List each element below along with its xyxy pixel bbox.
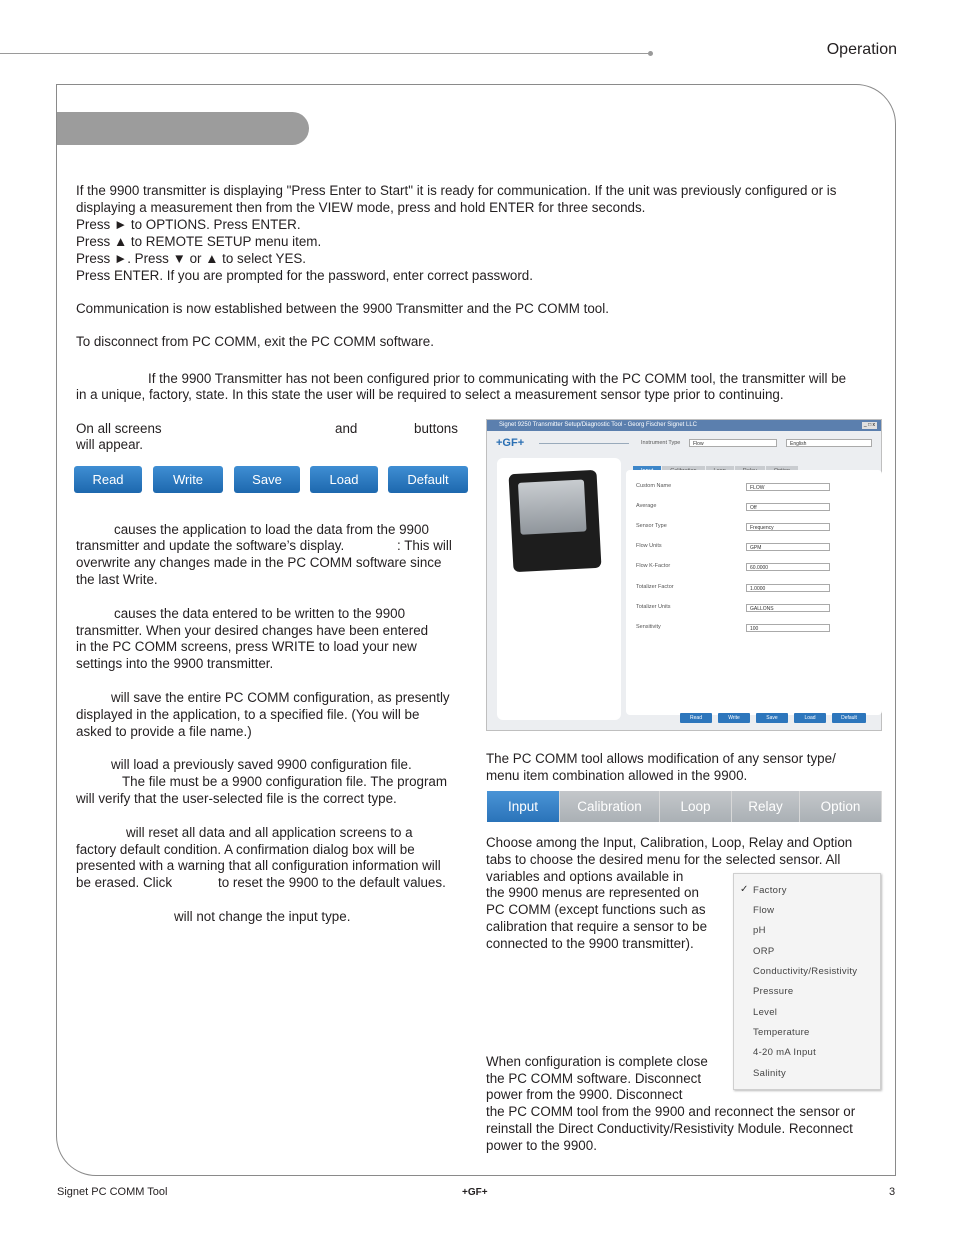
step-4: Press ENTER. If you are prompted for the password, enter correct password. [76,268,533,283]
header-rule-dot [648,51,653,56]
read-desc-2: transmitter and update the software’s display. [76,538,345,553]
menu-item-pressure[interactable]: Pressure [753,986,794,997]
close-text-1: When configuration is complete close [486,1054,708,1069]
menu-item-flow[interactable]: Flow [753,905,775,916]
field-input[interactable]: GPM [746,543,830,551]
choose-text-4: the 9900 menus are represented on [486,885,699,900]
menu-item-conductivity[interactable]: Conductivity/Resistivity [753,966,858,977]
default-desc-1: will reset all data and all application screens to a [126,825,413,840]
read-button[interactable]: Read [74,466,142,493]
settings-form [626,470,882,715]
choose-text-5: PC COMM (except functions such as [486,902,706,917]
footer-doc-title: Signet PC COMM Tool [57,1186,168,1198]
field-input[interactable]: FLOW [746,483,830,491]
menu-item-ph[interactable]: pH [753,925,766,936]
shot-read-button[interactable]: Read [680,713,712,723]
step-1: Press ► to OPTIONS. Press ENTER. [76,217,301,232]
tab-option[interactable]: Option [800,791,882,822]
logo-rule [539,443,629,444]
page-number: 3 [889,1186,896,1198]
shot-load-button[interactable]: Load [794,713,826,723]
default-button[interactable]: Default [388,466,468,493]
instrument-type-select[interactable]: Flow [689,439,777,447]
default-note: will not change the input type. [174,909,351,924]
tab-loop[interactable]: Loop [660,791,732,822]
default-desc-3: presented with a warning that all configuration information will [76,858,441,873]
menu-item-4-20ma[interactable]: 4-20 mA Input [753,1047,817,1058]
screens-text-b: and [335,421,358,436]
menu-item-salinity[interactable]: Salinity [753,1068,787,1079]
header-rule [0,53,650,54]
menu-item-orp[interactable]: ORP [753,946,775,957]
read-desc-4: overwrite any changes made in the PC COMM software since [76,555,442,570]
window-controls[interactable]: _ □ x [863,422,875,428]
shot-tab-bar [633,459,799,470]
default-desc-5: to reset the 9900 to the default values. [218,875,446,890]
shot-default-button[interactable]: Default [832,713,866,723]
field-input[interactable]: 100 [746,624,830,632]
field-label: Flow K-Factor [636,563,671,569]
field-label: Average [636,503,657,509]
menu-item-factory[interactable]: Factory [753,885,787,896]
step-3: Press ►. Press ▼ or ▲ to select YES. [76,251,307,266]
field-label: Totalizer Factor [636,584,674,590]
mod-text-2: menu item combination allowed in the 9900. [486,768,748,783]
read-desc-1: causes the application to load the data from the 9900 [114,522,429,537]
write-desc-2: transmitter. When your desired changes have been entered [76,623,429,638]
field-input[interactable]: Frequency [746,523,830,531]
software-screenshot [486,419,882,731]
transmitter-device-image [508,470,601,572]
field-input[interactable]: 1.0000 [746,584,830,592]
screens-text-c: buttons [414,421,458,436]
choose-text-1: Choose among the Input, Calibration, Loop, Relay and Option [486,835,853,850]
language-select[interactable]: English [786,439,872,447]
action-button-row [74,466,468,493]
device-image-panel [497,458,621,720]
load-desc-3: will verify that the user-selected file is the correct type. [76,791,397,806]
field-input[interactable]: Off [746,503,830,511]
field-label: Flow Units [636,543,662,549]
field-input[interactable]: 60.0000 [746,563,830,571]
close-text-2: the PC COMM software. Disconnect [486,1071,702,1086]
write-desc-1: causes the data entered to be written to the 9900 [114,606,406,621]
write-desc-4: settings into the 9900 transmitter. [76,656,274,671]
load-desc-1: will load a previously saved 9900 configuration file. [111,757,412,772]
intro-block [76,182,884,284]
read-desc-5: the last Write. [76,572,158,587]
shot-write-button[interactable]: Write [718,713,750,723]
factory-note-line2: in a unique, factory, state. In this state the user will be required to select a measurement sensor type prior to continuing. [76,387,784,402]
gf-logo: +GF+ [496,437,525,449]
choose-text-3: variables and options available in [486,869,684,884]
field-label: Sensitivity [636,624,661,630]
menu-item-level[interactable]: Level [753,1007,778,1018]
read-desc-3: : This will [397,538,452,553]
shot-save-button[interactable]: Save [756,713,788,723]
close-text-3: power from the 9900. Disconnect [486,1087,683,1102]
write-button[interactable]: Write [153,466,223,493]
instrument-type-label: Instrument Type [641,440,681,446]
tab-relay[interactable]: Relay [732,791,800,822]
close-text-4: the PC COMM tool from the 9900 and reconnect the sensor or [486,1104,856,1119]
choose-text-7: connected to the 9900 transmitter). [486,936,694,951]
menu-item-temperature[interactable]: Temperature [753,1027,810,1038]
comm-established: Communication is now established between the 9900 Transmitter and the PC COMM tool. [76,301,609,316]
mod-text-1: The PC COMM tool allows modification of any sensor type/ [486,751,836,766]
tab-calibration[interactable]: Calibration [560,791,660,822]
tab-input[interactable]: Input [487,791,560,822]
check-icon: ✓ [740,884,749,895]
menu-tab-bar [487,791,882,822]
field-label: Totalizer Units [636,604,671,610]
default-desc-4: be erased. Click [76,875,173,890]
load-button[interactable]: Load [310,466,378,493]
factory-note-line1: If the 9900 Transmitter has not been configured prior to communicating with the PC COMM tool, the transmitter will be [148,371,847,386]
field-label: Sensor Type [636,523,667,529]
close-text-6: power to the 9900. [486,1138,597,1153]
section-title: Operation [826,41,897,58]
save-button[interactable]: Save [234,466,300,493]
write-desc-3: in the PC COMM screens, press WRITE to load your new [76,639,417,654]
field-input[interactable]: GALLONS [746,604,830,612]
close-text-5: reinstall the Direct Conductivity/Resistivity Module. Reconnect [486,1121,853,1136]
step-2: Press ▲ to REMOTE SETUP menu item. [76,234,322,249]
save-desc-2: displayed in the application, to a specified file. (You will be [76,707,420,722]
footer-logo: +GF+ [462,1187,488,1198]
disconnect-note: To disconnect from PC COMM, exit the PC COMM software. [76,334,434,349]
intro-paragraph: If the 9900 transmitter is displaying "Press Enter to Start" it is ready for communication. If the unit was previously configured or is displaying a measurement then from the VIEW mode, press and hold ENTER for three seconds. [76,183,837,215]
sensor-type-menu [733,873,881,1090]
screens-text-a: On all screens [76,421,162,436]
save-desc-1: will save the entire PC COMM configuration, as presently [111,690,450,705]
save-desc-3: asked to provide a file name.) [76,724,252,739]
window-titlebar: Signet 9250 Transmitter Setup/Diagnostic Tool - Georg Fischer Signet LLC [487,420,881,431]
device-display [518,479,587,534]
heading-banner [57,112,309,145]
default-desc-2: factory default condition. A confirmation dialog box will be [76,842,415,857]
screens-text-d: will appear. [76,437,143,452]
field-label: Custom Name [636,483,672,489]
load-desc-2: The file must be a 9900 configuration file. The program [122,774,448,789]
choose-text-2: tabs to choose the desired menu for the selected sensor. All [486,852,841,867]
choose-text-6: calibration that require a sensor to be [486,919,708,934]
